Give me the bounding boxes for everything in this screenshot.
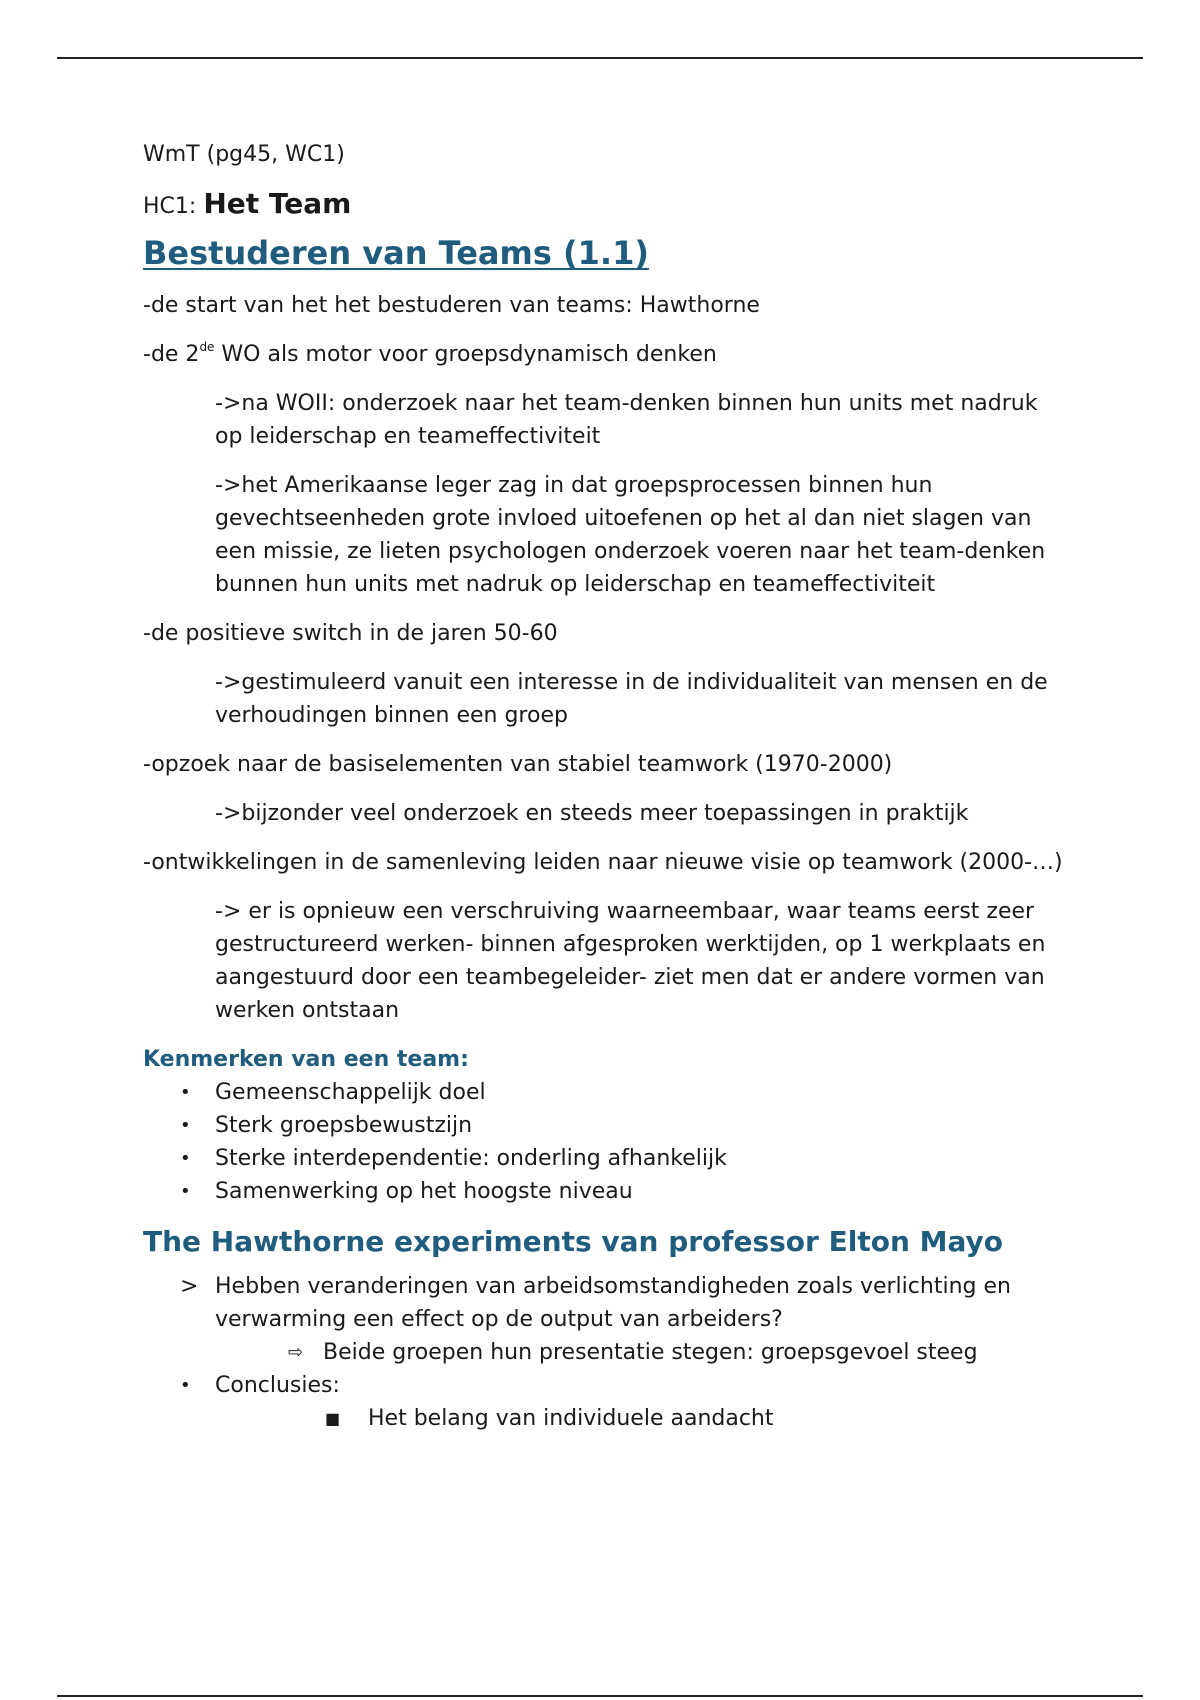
- paragraph-gestimuleerd: ->gestimuleerd vanuit een interesse in de individualiteit van mensen en de verhoudingen binnen een groep: [215, 670, 1048, 728]
- list-item: [143, 1270, 1063, 1336]
- header-line: WmT (pg45, WC1): [143, 142, 345, 167]
- paragraph-na-woii: ->na WOII: onderzoek naar het team-denken binnen hun units met nadruk op leiderschap en teameffectiviteit: [215, 391, 1038, 449]
- paragraph-positieve-switch: -de positieve switch in de jaren 50-60: [143, 621, 558, 646]
- list-item: [143, 1369, 1063, 1402]
- section-heading-hawthorne: The Hawthorne experiments van professor Elton Mayo: [143, 1225, 1004, 1258]
- paragraph-onderzoek-praktijk: ->bijzonder veel onderzoek en steeds meer toepassingen in praktijk: [215, 801, 969, 826]
- list-item: [143, 1402, 1063, 1435]
- list-item: [143, 1109, 1063, 1142]
- bullet-icon: •: [180, 1375, 191, 1396]
- paragraph-ontwikkelingen: -ontwikkelingen in de samenleving leiden naar nieuwe visie op teamwork (2000-…): [143, 850, 1063, 875]
- paragraph-basiselementen: -opzoek naar de basiselementen van stabiel teamwork (1970-2000): [143, 752, 893, 777]
- paragraph-amerikaanse-leger: ->het Amerikaanse leger zag in dat groepsprocessen binnen hun gevechtseenheden grote invloed uitoefenen op het al dan niet slagen van een missie, ze lieten psychologen onderzoek voeren naar het team-denken bunnen hun units met nadruk op leiderschap en teameffectiviteit: [215, 473, 1046, 597]
- section-heading-kenmerken: Kenmerken van een team:: [143, 1047, 469, 1072]
- wo-text-before: -de 2: [143, 342, 200, 367]
- footer-rule: [57, 1695, 1143, 1697]
- hawthorne-list: [143, 1270, 1063, 1435]
- research-question: Hebben veranderingen van arbeidsomstandigheden zoals verlichting en verwarming een effect op de output van arbeiders?: [215, 1274, 1011, 1332]
- list-item: [143, 1175, 1063, 1208]
- conclusion-item: Het belang van individuele aandacht: [368, 1406, 774, 1431]
- list-item-text: Gemeenschappelijk doel: [215, 1080, 486, 1105]
- wo-superscript: de: [199, 340, 215, 354]
- square-bullet-icon: ■: [325, 1409, 341, 1428]
- bullet-icon: •: [180, 1148, 191, 1169]
- bullet-icon: •: [180, 1181, 191, 1202]
- bullet-icon: •: [180, 1082, 191, 1103]
- arrow-marker-icon: >: [180, 1274, 199, 1299]
- list-item: [143, 1142, 1063, 1175]
- wo-text-after: WO als motor voor groepsdynamisch denken: [214, 342, 717, 367]
- paragraph-verschuiving: -> er is opnieuw een verschruiving waarneembaar, waar teams eerst zeer gestructureerd werken- binnen afgesproken werktijden, op 1 werkplaats en aangestuurd door een teambegeleider- ziet men dat er andere vormen van werken ontstaan: [215, 899, 1046, 1023]
- paragraph-start-hawthorne: -de start van het het bestuderen van teams: Hawthorne: [143, 293, 760, 318]
- header-rule: [57, 57, 1143, 59]
- list-item: [143, 1076, 1063, 1109]
- list-item: [143, 1336, 1063, 1369]
- list-item-text: Samenwerking op het hoogste niveau: [215, 1179, 633, 1204]
- kenmerken-list: [143, 1076, 1063, 1208]
- chapter-name: Het Team: [203, 187, 352, 220]
- conclusions-label: Conclusies:: [215, 1373, 340, 1398]
- paragraph-wo-motor: [143, 338, 1063, 371]
- arrow-right-icon: ⇨: [288, 1342, 304, 1363]
- chapter-title: [143, 187, 1063, 223]
- list-item-text: Sterk groepsbewustzijn: [215, 1113, 473, 1138]
- document-body: [143, 138, 1063, 1435]
- research-answer: Beide groepen hun presentatie stegen: groepsgevoel steeg: [323, 1340, 978, 1365]
- list-item-text: Sterke interdependentie: onderling afhankelijk: [215, 1146, 727, 1171]
- chapter-prefix: HC1:: [143, 194, 197, 219]
- bullet-icon: •: [180, 1115, 191, 1136]
- section-heading-bestuderen: Bestuderen van Teams (1.1): [143, 234, 649, 272]
